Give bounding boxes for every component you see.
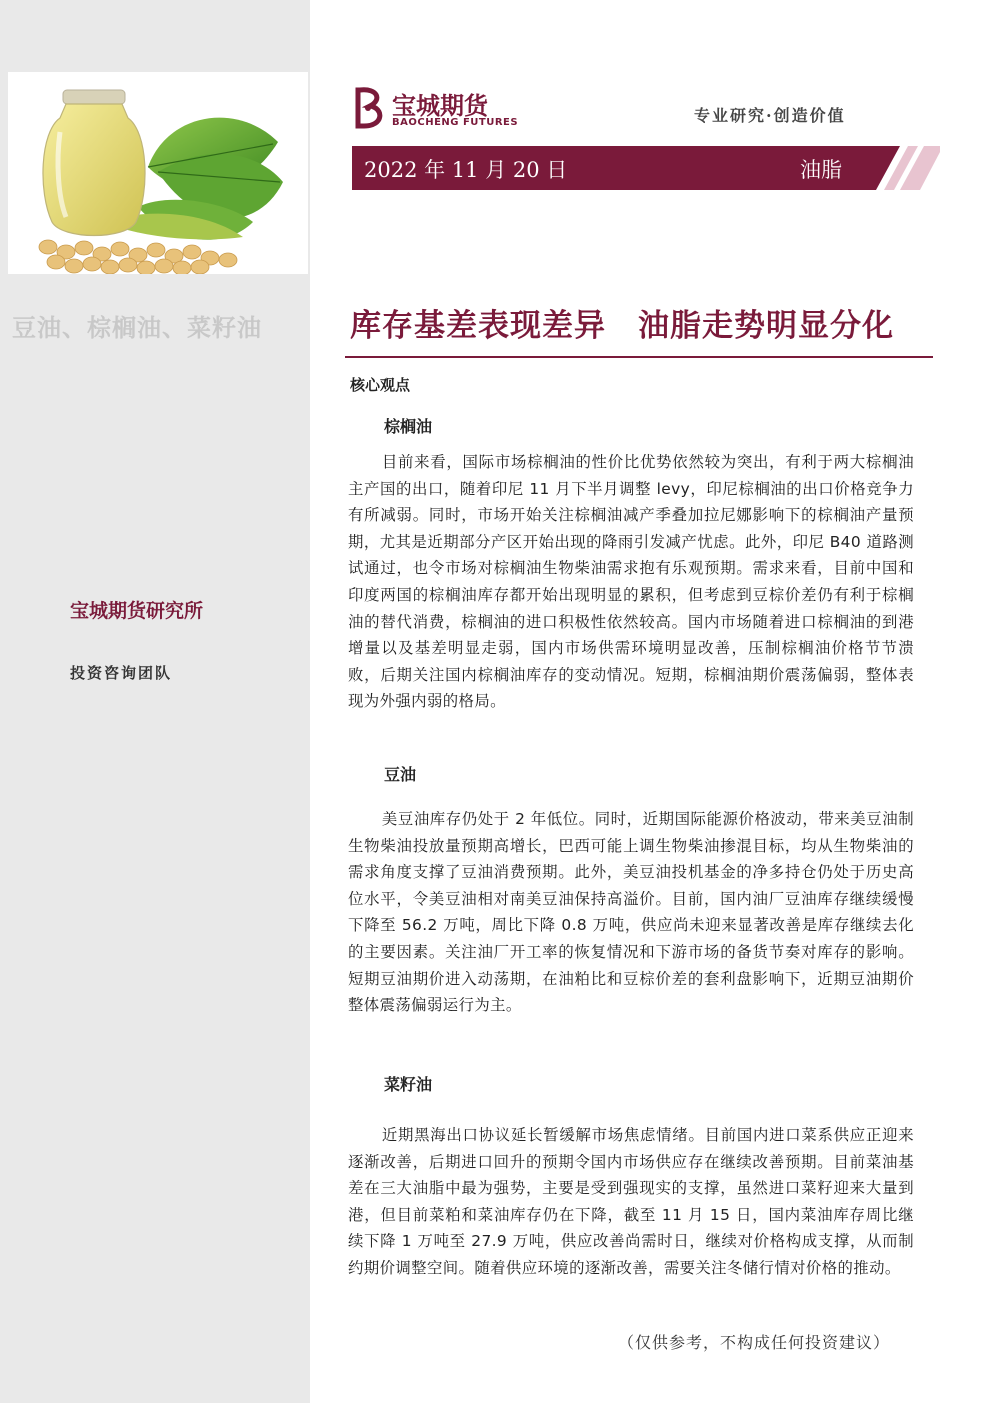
logo-english-name: BAOCHENG FUTURES — [392, 117, 519, 128]
date-category-band — [352, 146, 940, 190]
logo-chinese-name: 宝城期货 — [392, 91, 488, 120]
section-body-soybean-oil: 美豆油库存仍处于 2 年低位。同时，近期国际能源价格波动，带来美豆油制生物柴油投放量预期高增长，巴西可能上调生物柴油掺混目标，均从生物柴油的需求角度支撑了豆油消费预期。此外，美豆油投机基金的净多持仓仍处于历史高位水平，令美豆油相对南美豆油保持高溢价。目前，国内油厂豆油库存继续缓慢下降至 56.2 万吨，周比下降 0.8 万吨，供应尚未迎来显著改善是库存继续去化的主要因素。关注油厂开工率的恢复情况和下游市场的备货节奏对库存的影响。短期豆油期价进入动荡期，在油粕比和豆棕价差的套利盘影响下，近期豆油期价整体震荡偏弱运行为主。 — [348, 810, 914, 1015]
report-scope-subtitle: 豆油、棕榈油、菜籽油 — [12, 314, 262, 342]
disclaimer: （仅供参考，不构成任何投资建议） — [618, 1333, 891, 1352]
report-category: 油脂 — [800, 158, 842, 182]
logo-mark-icon — [352, 86, 388, 130]
report-date: 2022 年 11 月 20 日 — [364, 158, 568, 182]
hero-image — [8, 72, 308, 274]
section-body-palm-oil: 目前来看，国际市场棕榈油的性价比优势依然较为突出，有利于两大棕榈油主产国的出口，随着印尼 11 月下半月调整 levy，印尼棕榈油的出口价格竞争力有所减弱。同时，市场开始关注棕榈油减产季叠加拉尼娜影响下的棕榈油产量预期，尤其是近期部分产区开始出现的降雨引发减产忧虑。此外，印尼 B40 道路测试通过，也令市场对棕榈油生物柴油需求抱有乐观预期。需求来看，目前中国和印度两国的棕榈油库存都开始出现明显的累积，但考虑到豆棕价差仍有利于棕榈油的替代消费，棕榈油的进口积极性依然较高。国内市场随着进口棕榈油的到港增量以及基差明显走弱，国内市场供需环境明显改善，压制棕榈油价格节节溃败，后期关注国内棕榈油库存的变动情况。短期，棕榈油期价震荡偏弱，整体表现为外强内弱的格局。 — [348, 453, 914, 711]
section-heading-palm-oil: 棕榈油 — [384, 417, 433, 436]
section-body-rapeseed-oil: 近期黑海出口协议延长暂缓解市场焦虑情绪。目前国内进口菜系供应正迎来逐渐改善，后期进口回升的预期令国内市场供应存在继续改善预期。目前菜油基差在三大油脂中最为强势，主要是受到强现实的支撑，虽然进口菜籽迎来大量到港，但目前菜粕和菜油库存仍在下降，截至 11 月 15 日，国内菜油库存周比继续下降 1 万吨至 27.9 万吨，供应改善尚需时日，继续对价格构成支撑，从而制约期价调整空间。随着供应环境的逐渐改善，需要关注冬储行情对价格的推动。 — [348, 1126, 914, 1277]
core-view-label: 核心观点 — [350, 376, 411, 394]
team-name: 投资咨询团队 — [70, 664, 173, 682]
section-heading-rapeseed-oil: 菜籽油 — [384, 1075, 433, 1094]
institute-name: 宝城期货研究所 — [70, 600, 204, 622]
sidebar — [0, 0, 310, 1403]
title-divider — [345, 356, 933, 358]
oil-jar-and-soybeans-image — [8, 72, 308, 274]
company-logo — [352, 86, 522, 132]
section-heading-soybean-oil: 豆油 — [384, 765, 417, 784]
slogan: 专业研究·创造价值 — [694, 106, 846, 125]
report-title: 库存基差表现差异 油脂走势明显分化 — [350, 308, 894, 344]
